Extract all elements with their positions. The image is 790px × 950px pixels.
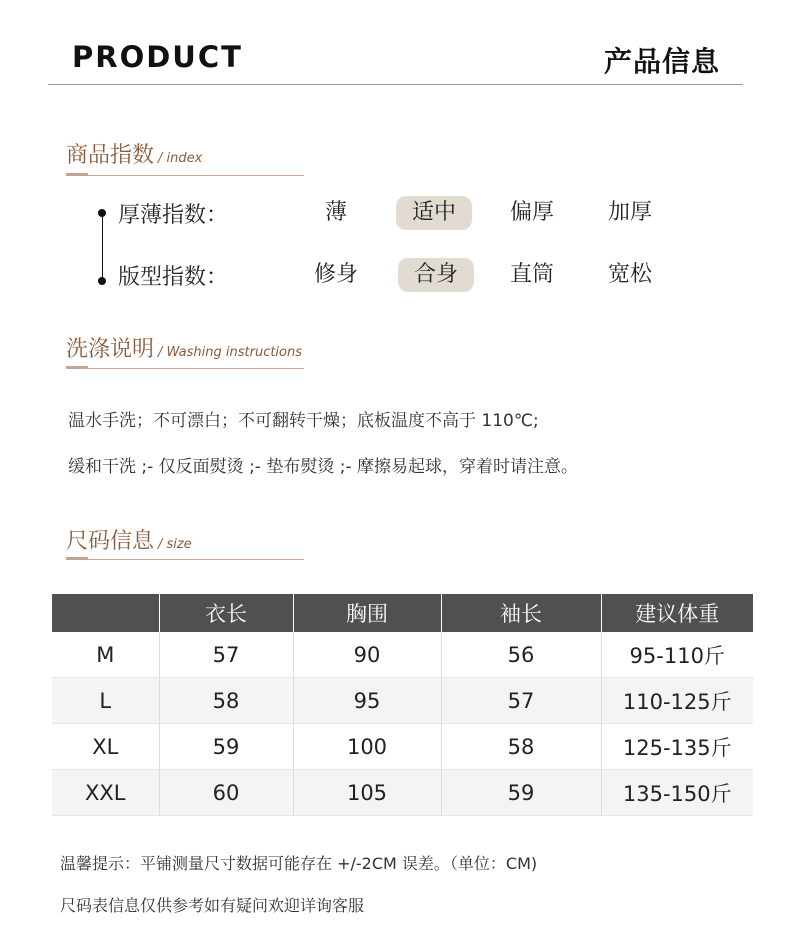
cell-weight: 125-135斤 <box>601 724 753 770</box>
cell-size: XL <box>52 724 159 770</box>
header-divider <box>48 84 743 85</box>
cell-size: L <box>52 678 159 724</box>
thickness-option-medium-selected: 适中 <box>396 196 472 230</box>
cell-size: M <box>52 632 159 678</box>
size-section-heading <box>66 524 192 555</box>
table-row <box>52 770 753 816</box>
size-heading-underline <box>66 559 304 560</box>
cell-sleeve: 59 <box>441 770 601 816</box>
index-heading-accent <box>66 173 88 176</box>
size-disclaimer: 尺码表信息仅供参考如有疑问欢迎详询客服 <box>60 896 365 915</box>
size-title-en: / size <box>158 537 192 552</box>
header-cell-sleeve: 袖长 <box>441 594 601 632</box>
cell-size: XXL <box>52 770 159 816</box>
cell-sleeve: 57 <box>441 678 601 724</box>
header-cell-size <box>52 594 159 632</box>
fit-option-slim: 修身 <box>313 262 358 287</box>
cell-length: 58 <box>159 678 293 724</box>
cell-sleeve: 56 <box>441 632 601 678</box>
index-heading-underline <box>66 175 304 176</box>
cell-length: 57 <box>159 632 293 678</box>
size-title-cn: 尺码信息 <box>66 529 155 554</box>
thickness-option-thick: 加厚 <box>607 200 652 225</box>
index-title-en: / index <box>158 151 203 166</box>
wash-line-2: 缓和干洗 ;- 仅反面熨烫 ;- 垫布熨烫 ;- 摩擦易起球，穿着时请注意。 <box>68 457 579 477</box>
wash-heading-accent <box>66 366 88 369</box>
header-cell-chest: 胸围 <box>293 594 441 632</box>
wash-line-1: 温水手洗；不可漂白；不可翻转干燥；底板温度不高于 110℃; <box>68 411 539 431</box>
fit-option-straight: 直筒 <box>509 262 554 287</box>
thickness-option-thickish: 偏厚 <box>509 200 554 225</box>
cell-chest: 105 <box>293 770 441 816</box>
cell-length: 59 <box>159 724 293 770</box>
cell-chest: 95 <box>293 678 441 724</box>
bullet-dot <box>98 277 106 285</box>
wash-section-heading <box>66 332 302 363</box>
wash-title-en: / Washing instructions <box>158 345 303 360</box>
fit-label: 版型指数： <box>118 265 229 290</box>
cell-length: 60 <box>159 770 293 816</box>
index-section-heading <box>66 138 202 169</box>
table-row <box>52 632 753 678</box>
header-cell-length: 衣长 <box>159 594 293 632</box>
cell-weight: 110-125斤 <box>601 678 753 724</box>
size-table <box>52 594 753 816</box>
thickness-label: 厚薄指数： <box>118 203 229 228</box>
product-title-en: PRODUCT <box>72 40 243 74</box>
measurement-tip: 温馨提示：平铺测量尺寸数据可能存在 +/-2CM 误差。（单位：CM) <box>60 854 538 873</box>
size-heading-accent <box>66 557 88 560</box>
wash-title-cn: 洗涤说明 <box>66 337 155 362</box>
size-table-header-row <box>52 594 753 632</box>
table-row <box>52 724 753 770</box>
index-title-cn: 商品指数 <box>66 143 155 168</box>
fit-option-regular-selected: 合身 <box>398 258 474 292</box>
cell-weight: 135-150斤 <box>601 770 753 816</box>
bullet-connector <box>102 213 104 279</box>
cell-sleeve: 58 <box>441 724 601 770</box>
cell-weight: 95-110斤 <box>601 632 753 678</box>
header-cell-weight: 建议体重 <box>601 594 753 632</box>
cell-chest: 100 <box>293 724 441 770</box>
wash-heading-underline <box>66 368 304 369</box>
product-title-cn: 产品信息 <box>603 45 720 78</box>
table-row <box>52 678 753 724</box>
cell-chest: 90 <box>293 632 441 678</box>
thickness-option-thin: 薄 <box>324 200 347 225</box>
fit-option-loose: 宽松 <box>607 262 652 287</box>
